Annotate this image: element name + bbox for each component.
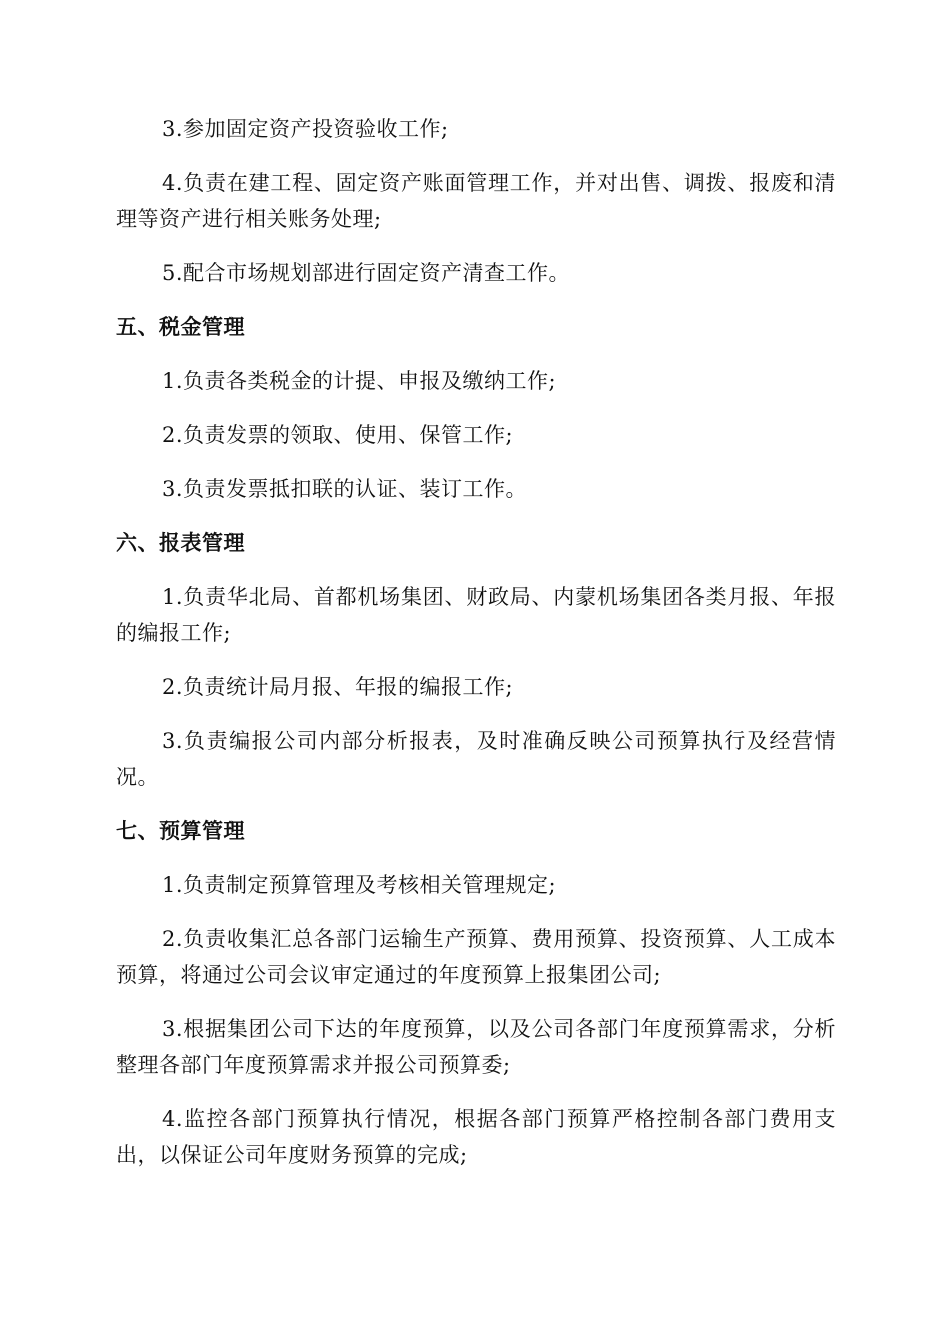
paragraph: 3.负责编报公司内部分析报表，及时准确反映公司预算执行及经营情况。	[116, 729, 836, 789]
paragraph: 4.负责在建工程、固定资产账面管理工作，并对出售、调拨、报废和清理等资产进行相关账务处理;	[116, 171, 836, 231]
paragraph: 3.负责发票抵扣联的认证、装订工作。	[162, 477, 528, 501]
section-heading: 七、预算管理	[116, 819, 245, 843]
paragraph: 5.配合市场规划部进行固定资产清查工作。	[162, 261, 571, 285]
document-body	[116, 111, 836, 1191]
section-heading: 六、报表管理	[116, 531, 245, 555]
paragraph: 4.监控各部门预算执行情况，根据各部门预算严格控制各部门费用支出，以保证公司年度财务预算的完成;	[116, 1107, 836, 1167]
paragraph: 2.负责发票的领取、使用、保管工作;	[162, 423, 514, 447]
paragraph: 3.根据集团公司下达的年度预算，以及公司各部门年度预算需求，分析整理各部门年度预算需求并报公司预算委;	[116, 1017, 836, 1077]
paragraph: 1.负责华北局、首都机场集团、财政局、内蒙机场集团各类月报、年报的编报工作;	[116, 585, 836, 645]
paragraph: 1.负责制定预算管理及考核相关管理规定;	[162, 873, 557, 897]
paragraph: 1.负责各类税金的计提、申报及缴纳工作;	[162, 369, 557, 393]
paragraph: 2.负责收集汇总各部门运输生产预算、费用预算、投资预算、人工成本预算，将通过公司会议审定通过的年度预算上报集团公司;	[116, 927, 836, 987]
section-heading: 五、税金管理	[116, 315, 245, 339]
paragraph: 2.负责统计局月报、年报的编报工作;	[162, 675, 514, 699]
paragraph: 3.参加固定资产投资验收工作;	[162, 117, 449, 141]
